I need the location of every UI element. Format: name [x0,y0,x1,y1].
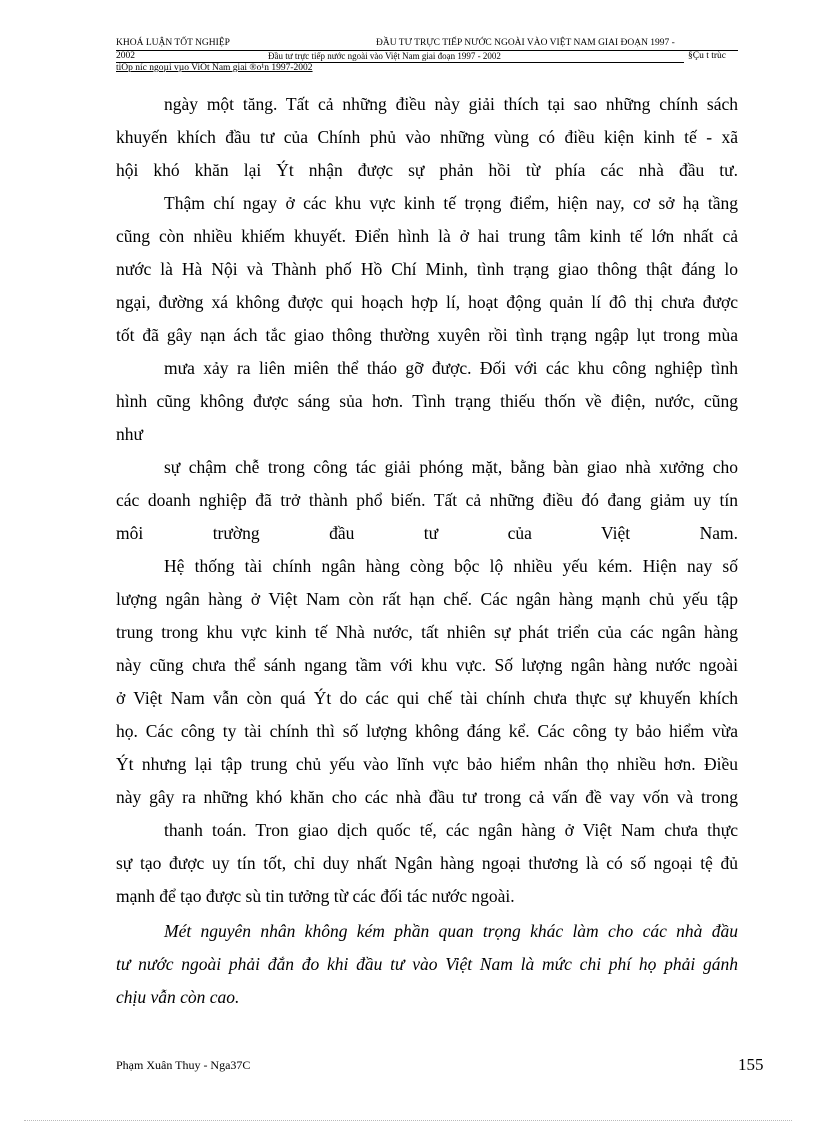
italic-line: tư nước ngoài phải đắn đo khi đầu tư vào Việt Nam là mức chi phí họ phải gánh [116,954,738,974]
body-line: này cũng chưa thể sánh ngang tầm với khu vực. Số lượng ngân hàng nước ngoài [116,655,738,675]
body-line: nước là Hà Nội và Thành phố Hồ Chí Minh, tình trạng giao thông thật đáng lo [116,259,738,279]
header-line2-left: 2002 [116,51,135,61]
header-right: ĐẦU TƯ TRỰC TIẾP NƯỚC NGOÀI VÀO VIỆT NAM GIAI ĐOẠN 1997 - [376,38,675,48]
body-line: sự tạo được uy tín tốt, chỉ duy nhất Ngân hàng ngoại thương là có số ngoại tệ đủ [116,853,738,873]
body-line: Hệ thống tài chính ngân hàng còng bộc lộ nhiều yếu kém. Hiện nay số [164,556,738,576]
body-line: họ. Các công ty tài chính thì số lượng không đáng kể. Các công ty bảo hiểm vừa [116,721,738,741]
body-line: sự chậm chễ trong công tác giải phóng mặt, bằng bàn giao nhà xưởng cho [164,457,738,477]
italic-line: Mét nguyên nhân không kém phần quan trọng khác làm cho các nhà đầu [164,921,738,941]
header-line2-mid: Đầu tư trực tiếp nước ngoài vào Việt Nam giai đoạn 1997 - 2002 [268,51,501,61]
body-line: thanh toán. Tron giao dịch quốc tế, các ngân hàng ở Việt Nam chưa thực [164,820,738,840]
body-line: ở Việt Nam vẫn còn quá Ýt do các qui chế tài chính chưa thực sự khuyến khích [116,688,738,708]
body-line: lượng ngân hàng ở Việt Nam còn rất hạn chế. Các ngân hàng mạnh chủ yếu tập [116,589,738,609]
page-edge-divider [24,1120,792,1121]
page-number: 155 [738,1055,764,1074]
header-left: KHOÁ LUẬN TỐT NGHIỆP [116,38,230,48]
body-line: cũng còn nhiều khiếm khuyết. Điển hình là ở hai trung tâm kinh tế lớn nhất cả [116,226,738,246]
body-line: Ýt nhưng lại tập trung chủ yếu vào lĩnh vực bảo hiểm nhân thọ nhiều hơn. Điều [116,754,738,774]
body-line: như [116,424,143,444]
body-line: ngại, đường xá không được qui hoạch hợp lí, hoạt động quản lí đô thị chưa được [116,292,738,312]
header-line3: tiÕp níc ngoµi vµo ViÖt Nam giai ®o¹n 1997-2002 [116,63,313,73]
body-line: ngày một tăng. Tất cả những điều này giải thích tại sao những chính sách [164,94,738,114]
body-line: mưa xảy ra liên miên thể tháo gỡ được. Đối với các khu công nghiệp tình [164,358,738,378]
body-line: khuyến khích đầu tư của Chính phủ vào những vùng có điều kiện kinh tế - xã [116,127,738,147]
footer-author: Phạm Xuân Thuy - Nga37C [116,1058,251,1072]
body-line: môi trường đầu tư của Việt Nam. [116,523,738,543]
body-line: tốt đã gây nạn ách tắc giao thông thường xuyên rồi tình trạng ngập lụt trong mùa [116,325,738,345]
body-line: hình cũng không được sáng sủa hơn. Tình trạng thiếu thốn về điện, nước, cũng [116,391,738,411]
body-line: Thậm chí ngay ở các khu vực kinh tế trọng điểm, hiện nay, cơ sở hạ tầng [164,193,738,213]
italic-line: chịu vẫn còn cao. [116,987,240,1007]
header-line2-right: §Çu t trùc [688,51,726,61]
body-line: hội khó khăn lại Ýt nhận được sự phản hồi từ phía các nhà đầu tư. [116,160,738,180]
body-line: này gây ra những khó khăn cho các nhà đầu tư trong cả vấn đề vay vốn và trong [116,787,738,807]
body-line: mạnh để tạo được sù tin tưởng từ các đối tác nước ngoài. [116,886,515,906]
body-line: trung trong khu vực kinh tế Nhà nước, tất nhiên sự phát triển của các ngân hàng [116,622,738,642]
body-line: các doanh nghiệp đã trở thành phổ biến. Tất cả những điều đó đang giảm uy tín [116,490,738,510]
